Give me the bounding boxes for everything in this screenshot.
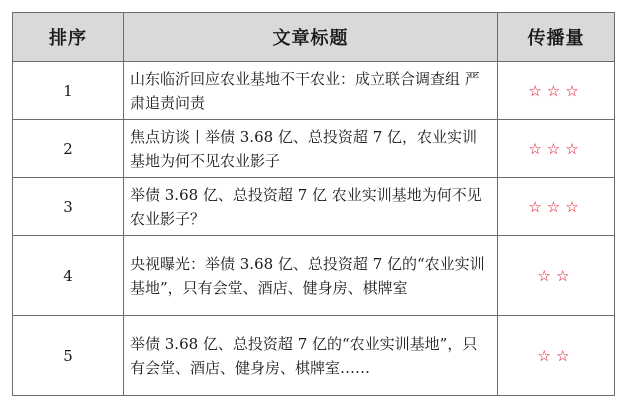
- header-spread: 传播量: [498, 13, 615, 62]
- table-row: [13, 316, 615, 396]
- article-title-cell: 山东临沂回应农业基地不干农业：成立联合调查组 严肃追责问责: [124, 62, 498, 120]
- table-row: [13, 236, 615, 316]
- rank-cell: 2: [13, 120, 124, 178]
- rank-cell: 3: [13, 178, 124, 236]
- header-rank: 排序: [13, 13, 124, 62]
- spread-star-rating: ☆☆☆: [498, 120, 615, 178]
- article-ranking-table-container: [12, 12, 614, 396]
- rank-cell: 4: [13, 236, 124, 316]
- spread-star-rating: ☆☆☆: [498, 62, 615, 120]
- header-row: [13, 13, 615, 62]
- article-title-cell: 焦点访谈丨举债 3.68 亿、总投资超 7 亿，农业实训基地为何不见农业影子: [124, 120, 498, 178]
- rank-cell: 1: [13, 62, 124, 120]
- rank-cell: 5: [13, 316, 124, 396]
- spread-star-rating: ☆☆☆: [498, 178, 615, 236]
- spread-star-rating: ☆☆: [498, 236, 615, 316]
- spread-star-rating: ☆☆: [498, 316, 615, 396]
- table-header: [13, 13, 615, 62]
- article-ranking-table: [12, 12, 615, 396]
- table-body: [13, 62, 615, 396]
- article-title-cell: 举债 3.68 亿、总投资超 7 亿的“农业实训基地”，只有会堂、酒店、健身房、棋牌室……: [124, 316, 498, 396]
- table-row: [13, 178, 615, 236]
- table-row: [13, 120, 615, 178]
- article-title-cell: 央视曝光：举债 3.68 亿、总投资超 7 亿的“农业实训基地”，只有会堂、酒店、健身房、棋牌室: [124, 236, 498, 316]
- article-title-cell: 举债 3.68 亿、总投资超 7 亿 农业实训基地为何不见农业影子？: [124, 178, 498, 236]
- header-title: 文章标题: [124, 13, 498, 62]
- table-row: [13, 62, 615, 120]
